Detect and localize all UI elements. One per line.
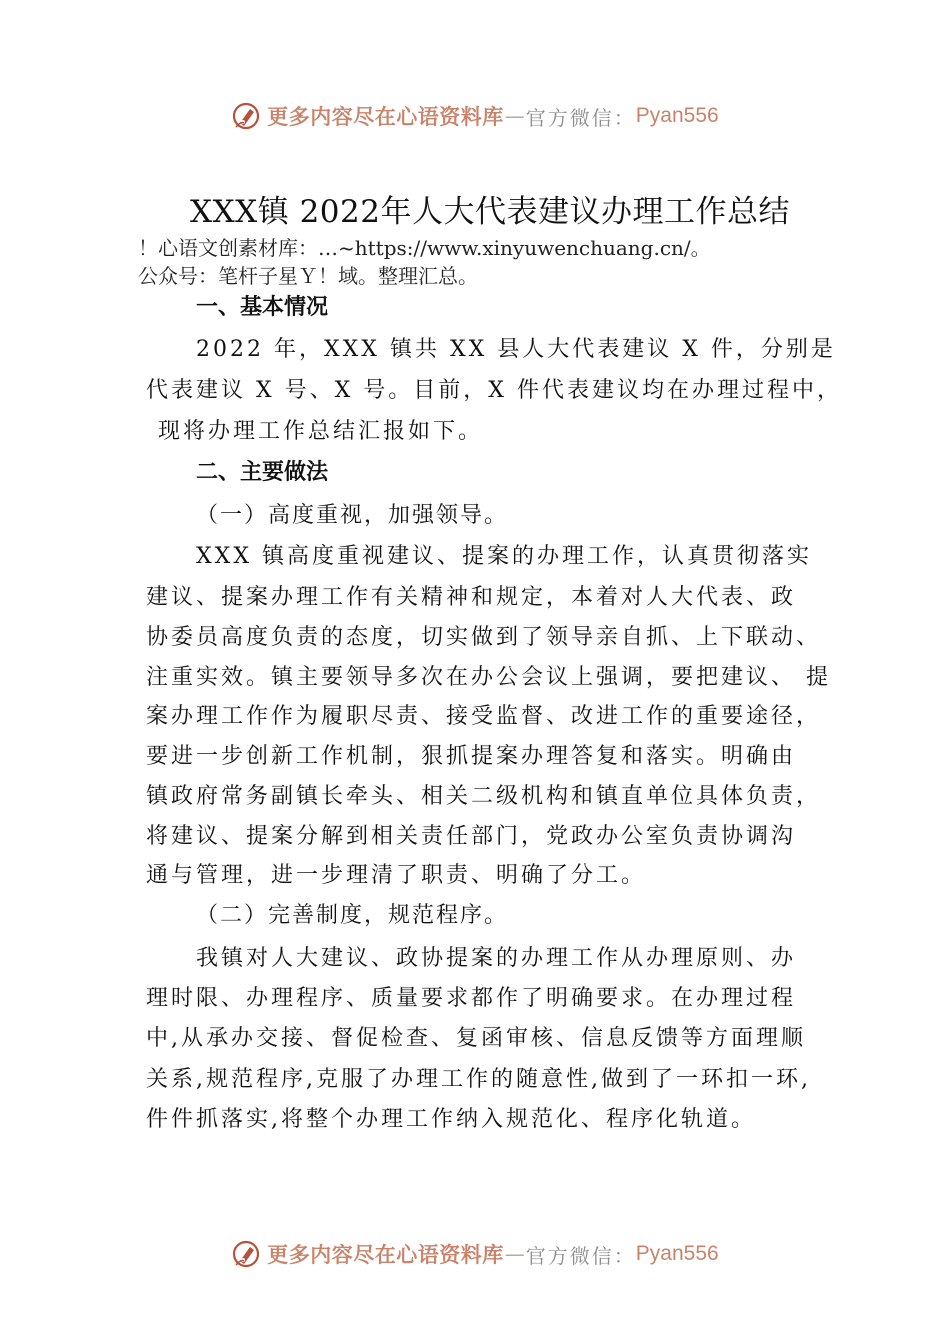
banner-wechat-id: Pyan556 — [635, 104, 719, 127]
subsection-1-heading: （一）高度重视，加强领导。 — [196, 503, 509, 528]
banner-dash: — — [504, 1242, 525, 1266]
paragraph-line: XXX 镇高度重视建议、提案的办理工作，认真贯彻落实 — [196, 544, 812, 569]
pen-nib-logo-icon — [231, 101, 261, 131]
header-banner — [0, 96, 950, 136]
paragraph-line: 要进一步创新工作机制，狠抓提案办理答复和落实。明确由 — [146, 744, 797, 769]
banner-wechat-id: Pyan556 — [635, 1242, 719, 1265]
paragraph-line: 案办理工作作为履职尽责、接受监督、改进工作的重要途径， — [146, 704, 822, 729]
banner-wechat-label: 官方微信： — [525, 105, 636, 130]
paragraph-line: 我镇对人大建议、政协提案的办理工作从办理原则、办 — [196, 946, 797, 971]
paragraph-line: 镇政府常务副镇长牵头、相关二级机构和镇直单位具体负责， — [146, 784, 822, 809]
subsection-2-heading: （二）完善制度，规范程序。 — [196, 903, 509, 928]
paragraph-line: 将建议、提案分解到相关责任部门，党政办公室负责协调沟 — [146, 824, 797, 849]
section-2-heading: 二、主要做法 — [196, 460, 329, 485]
pen-nib-logo-icon — [231, 1239, 261, 1269]
banner-brand-text: 更多内容尽在心语资料库 — [267, 1242, 504, 1267]
banner-brand-text: 更多内容尽在心语资料库 — [267, 104, 504, 129]
paragraph-line: 注重实效。镇主要领导多次在办公会议上强调，要把建议、 提 — [146, 665, 831, 690]
source-line-2: 公众号：笔杆子星Ｙ！域。整理汇总。 — [138, 264, 478, 288]
section-1-heading: 一、基本情况 — [196, 295, 329, 320]
paragraph-line: 理时限、办理程序、质量要求都作了明确要求。在办理过程 — [146, 986, 797, 1011]
paragraph-line: 关系,规范程序,克服了办理工作的随意性,做到了一环扣一环, — [146, 1067, 811, 1092]
banner-dash: — — [504, 104, 525, 128]
document-title: XXX镇 2022年人大代表建议办理工作总结 — [190, 194, 790, 230]
paragraph-line: 代表建议 X 号、X 号。目前，X 件代表建议均在办理过程中， — [146, 378, 842, 403]
paragraph-line: 建议、提案办理工作有关精神和规定，本着对人大代表、政 — [146, 585, 797, 610]
footer-banner — [0, 1234, 950, 1274]
paragraph-line: 中,从承办交接、督促检查、复函审核、信息反馈等方面理顺 — [146, 1026, 806, 1051]
source-line-1: ！心语文创素材库：…~https://www.xinyuwenchuang.cn/。 — [138, 236, 711, 260]
paragraph-line: 件件抓落实,将整个办理工作纳入规范化、程序化轨道。 — [146, 1107, 756, 1132]
paragraph-line: 现将办理工作总结汇报如下。 — [158, 419, 484, 444]
banner-wechat-label: 官方微信： — [525, 1243, 636, 1268]
paragraph-line: 2022 年，XXX 镇共 XX 县人大代表建议 X 件，分别是 — [196, 337, 836, 362]
paragraph-line: 通与管理，进一步理清了职责、明确了分工。 — [146, 863, 647, 888]
paragraph-line: 协委员高度负责的态度，切实做到了领导亲自抓、上下联动、 — [146, 625, 822, 650]
